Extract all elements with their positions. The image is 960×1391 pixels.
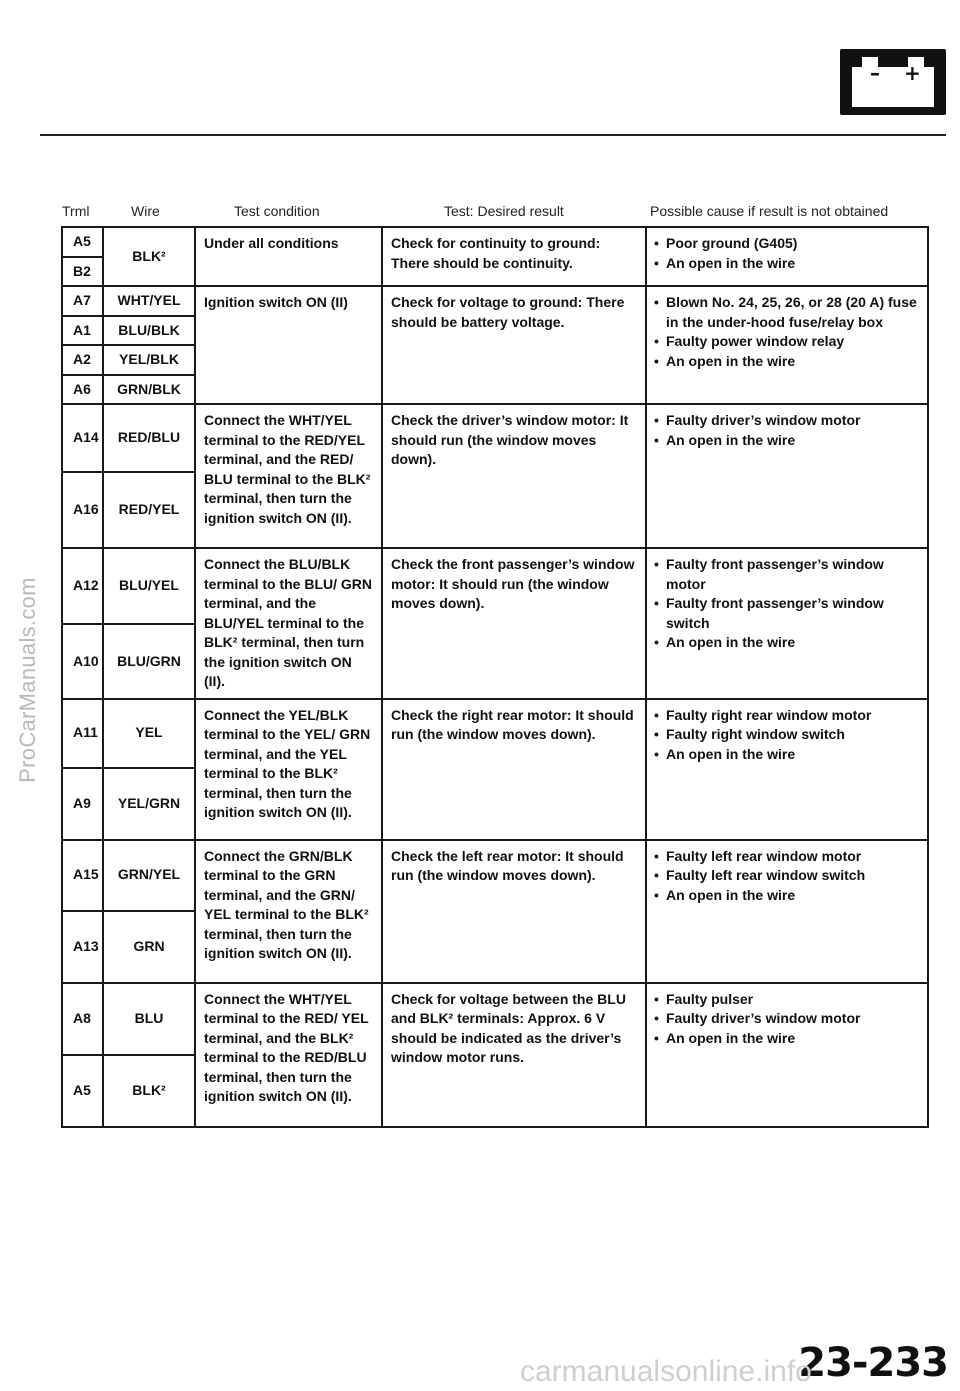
battery-icon bbox=[840, 49, 946, 115]
terminal-cell: A9 bbox=[62, 768, 103, 840]
possible-cause-cell bbox=[646, 840, 928, 983]
cause-item: • Faulty power window relay bbox=[653, 332, 921, 352]
cause-item: • Faulty front passenger’s window motor bbox=[653, 555, 921, 594]
cause-item: • Faulty front passenger’s window switch bbox=[653, 594, 921, 633]
cause-item: • Poor ground (G405) bbox=[653, 234, 921, 254]
wire-cell: BLU bbox=[103, 983, 195, 1055]
terminal-cell: A16 bbox=[62, 472, 103, 548]
terminal-cell: A13 bbox=[62, 911, 103, 983]
desired-result-cell: Check the right rear motor: It should run (the window moves down). bbox=[382, 699, 646, 840]
table-row bbox=[62, 404, 928, 472]
cause-item: • Faulty right rear window motor bbox=[653, 706, 921, 726]
cause-item: • An open in the wire bbox=[653, 633, 921, 653]
terminal-cell: A6 bbox=[62, 375, 103, 405]
desired-result-cell: Check for voltage between the BLU and BLK² terminals: Approx. 6 V should be indicated as the driver’s window motor runs. bbox=[382, 983, 646, 1127]
desired-result-cell: Check the left rear motor: It should run (the window moves down). bbox=[382, 840, 646, 983]
header-rule bbox=[40, 134, 946, 136]
terminal-cell: A5 bbox=[62, 227, 103, 257]
terminal-cell: A7 bbox=[62, 286, 103, 316]
terminal-cell: B2 bbox=[62, 257, 103, 287]
cause-item: • An open in the wire bbox=[653, 1029, 921, 1049]
desired-result-cell: Check for voltage to ground: There should be battery voltage. bbox=[382, 286, 646, 404]
test-condition-cell: Connect the WHT/YEL terminal to the RED/ YEL terminal, and the BLK² terminal to the RED/BLU terminal, then turn the ignition switch ON (II). bbox=[195, 983, 382, 1127]
table-row bbox=[62, 699, 928, 768]
cause-item: • An open in the wire bbox=[653, 431, 921, 451]
terminal-cell: A5 bbox=[62, 1055, 103, 1127]
cause-item: • Faulty driver’s window motor bbox=[653, 1009, 921, 1029]
wire-cell: GRN/YEL bbox=[103, 840, 195, 911]
cause-item: • Faulty driver’s window motor bbox=[653, 411, 921, 431]
wire-cell: BLU/YEL bbox=[103, 548, 195, 624]
table-row bbox=[62, 227, 928, 257]
terminal-cell: A11 bbox=[62, 699, 103, 768]
cause-item: • Faulty right window switch bbox=[653, 725, 921, 745]
wire-cell: YEL/GRN bbox=[103, 768, 195, 840]
wire-cell: GRN bbox=[103, 911, 195, 983]
footer-watermark: carmanualsonline.info bbox=[520, 1355, 812, 1388]
cause-item: • Blown No. 24, 25, 26, or 28 (20 A) fuse in the under-hood fuse/relay box bbox=[653, 293, 921, 332]
wire-cell: BLK² bbox=[103, 227, 195, 286]
header-test-condition: Test condition bbox=[234, 203, 320, 219]
desired-result-cell: Check for continuity to ground: There should be continuity. bbox=[382, 227, 646, 286]
side-watermark-text: ProCarManuals.com bbox=[15, 577, 40, 783]
cause-item: • Faulty pulser bbox=[653, 990, 921, 1010]
header-trml: Trml bbox=[62, 203, 90, 219]
wire-cell: GRN/BLK bbox=[103, 375, 195, 405]
cause-item: • An open in the wire bbox=[653, 886, 921, 906]
terminal-cell: A15 bbox=[62, 840, 103, 911]
wire-cell: BLU/GRN bbox=[103, 624, 195, 698]
test-condition-cell: Under all conditions bbox=[195, 227, 382, 286]
possible-cause-cell bbox=[646, 983, 928, 1127]
table-row bbox=[62, 548, 928, 624]
terminal-cell: A12 bbox=[62, 548, 103, 624]
possible-cause-cell bbox=[646, 548, 928, 699]
test-condition-cell: Connect the WHT/YEL terminal to the RED/YEL terminal, and the RED/ BLU terminal to the BLK² terminal, then turn the ignition switch ON (II). bbox=[195, 404, 382, 548]
cause-item: • Faulty left rear window motor bbox=[653, 847, 921, 867]
test-condition-cell: Ignition switch ON (II) bbox=[195, 286, 382, 404]
terminal-cell: A2 bbox=[62, 345, 103, 375]
terminal-cell: A1 bbox=[62, 316, 103, 346]
desired-result-cell: Check the driver’s window motor: It should run (the window moves down). bbox=[382, 404, 646, 548]
wire-cell: RED/YEL bbox=[103, 472, 195, 548]
cause-item: • An open in the wire bbox=[653, 352, 921, 372]
wire-cell: YEL bbox=[103, 699, 195, 768]
test-condition-cell: Connect the BLU/BLK terminal to the BLU/ GRN terminal, and the BLU/YEL terminal to the BLK² terminal, then turn the ignition switch ON (II). bbox=[195, 548, 382, 699]
battery-plus-sign: + bbox=[904, 61, 921, 85]
table-row bbox=[62, 840, 928, 911]
table-row bbox=[62, 286, 928, 316]
possible-cause-cell bbox=[646, 699, 928, 840]
possible-cause-cell bbox=[646, 227, 928, 286]
desired-result-cell: Check the front passenger’s window motor: It should run (the window moves down). bbox=[382, 548, 646, 699]
test-condition-cell: Connect the GRN/BLK terminal to the GRN terminal, and the GRN/ YEL terminal to the BLK² terminal, then turn the ignition switch ON (II). bbox=[195, 840, 382, 983]
cause-item: • Faulty left rear window switch bbox=[653, 866, 921, 886]
wire-cell: BLU/BLK bbox=[103, 316, 195, 346]
terminal-cell: A10 bbox=[62, 624, 103, 698]
test-table bbox=[61, 226, 929, 1128]
wire-cell: RED/BLU bbox=[103, 404, 195, 472]
table-row bbox=[62, 983, 928, 1055]
wire-cell: BLK² bbox=[103, 1055, 195, 1127]
header-desired-result: Test: Desired result bbox=[444, 203, 564, 219]
side-watermark bbox=[4, 577, 52, 783]
cause-item: • An open in the wire bbox=[653, 254, 921, 274]
header-possible-cause: Possible cause if result is not obtained bbox=[650, 203, 889, 219]
header-wire: Wire bbox=[131, 203, 160, 219]
wire-cell: YEL/BLK bbox=[103, 345, 195, 375]
page-number: 23-233 bbox=[798, 1340, 948, 1386]
cause-item: • An open in the wire bbox=[653, 745, 921, 765]
battery-minus-sign: – bbox=[870, 61, 880, 85]
possible-cause-cell bbox=[646, 404, 928, 548]
wire-cell: WHT/YEL bbox=[103, 286, 195, 316]
terminal-cell: A8 bbox=[62, 983, 103, 1055]
possible-cause-cell bbox=[646, 286, 928, 404]
terminal-cell: A14 bbox=[62, 404, 103, 472]
test-condition-cell: Connect the YEL/BLK terminal to the YEL/ GRN terminal, and the YEL terminal to the BLK² terminal, then turn the ignition switch ON (II). bbox=[195, 699, 382, 840]
